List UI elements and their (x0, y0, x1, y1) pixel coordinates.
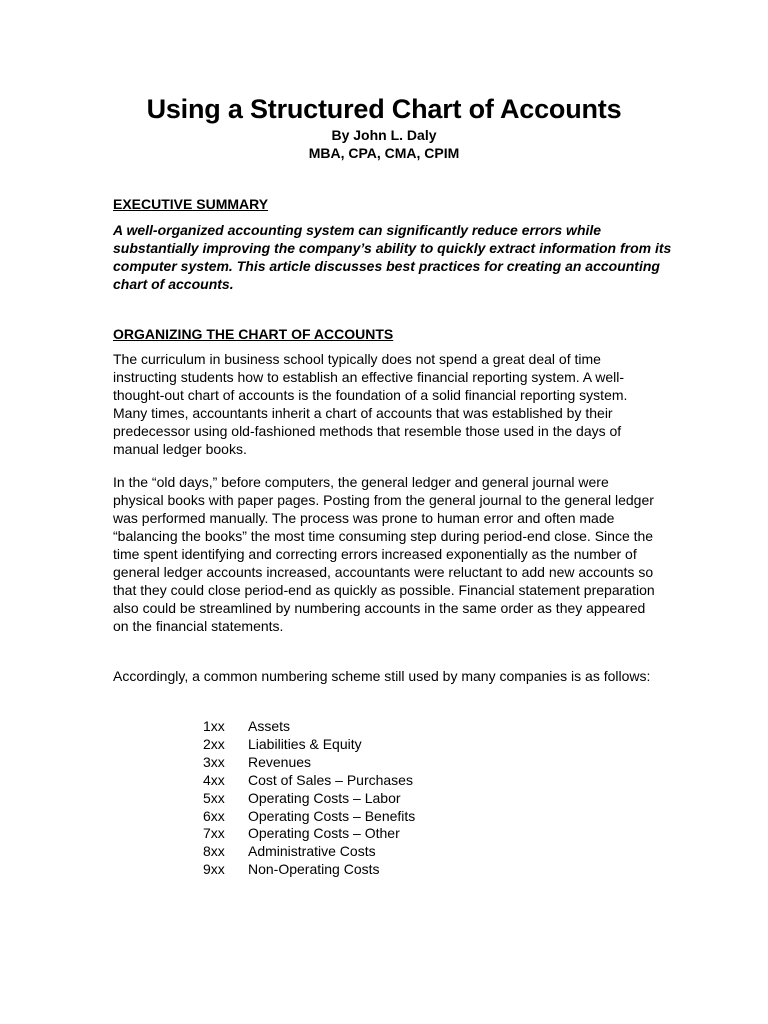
organizing-heading: ORGANIZING THE CHART OF ACCOUNTS (113, 326, 394, 342)
account-code: 7xx (203, 825, 225, 842)
author-line: By John L. Daly (331, 127, 437, 143)
account-code: 3xx (203, 753, 225, 770)
account-row (203, 736, 415, 754)
executive-summary-text: A well-organized accounting system can significantly reduce errors while substantially improving the company’s ability to quickly extract information from its computer system. This article discusses best practices for creating an accounting chart of accounts. (113, 222, 672, 292)
account-code: 1xx (203, 718, 225, 734)
account-label: Operating Costs – Labor (248, 789, 401, 806)
account-row (203, 754, 415, 772)
account-label: Revenues (248, 753, 312, 770)
account-label: Operating Costs – Benefits (248, 807, 416, 824)
document-title: Using a Structured Chart of Accounts (146, 94, 622, 124)
account-label: Non-Operating Costs (248, 861, 380, 878)
executive-summary-heading: EXECUTIVE SUMMARY (113, 196, 269, 212)
body-paragraph: The curriculum in business school typically does not spend a great deal of time instructing students how to establish an effective financial reporting system. A well-thought-out chart of accounts is the foundation of a solid financial reporting system. Many times, accountants inherit a chart of accounts that was established by their predecessor using old-fashioned methods that resemble those used in the days of manual ledger books. (113, 351, 628, 457)
account-row (203, 843, 415, 861)
account-code: 8xx (203, 843, 225, 860)
account-code: 4xx (203, 771, 225, 788)
account-label: Operating Costs – Other (248, 825, 400, 842)
author-credentials: MBA, CPA, CMA, CPIM (308, 145, 460, 161)
account-label: Liabilities & Equity (248, 735, 362, 752)
account-row (203, 861, 415, 879)
account-code: 6xx (203, 807, 225, 824)
account-row (203, 790, 415, 808)
body-paragraph: Accordingly, a common numbering scheme still used by many companies is as follows: (113, 668, 651, 684)
account-code: 9xx (203, 861, 225, 878)
account-label: Administrative Costs (248, 843, 376, 860)
account-code: 5xx (203, 789, 225, 806)
account-row (203, 718, 415, 736)
account-row (203, 825, 415, 843)
account-numbering-list (203, 718, 415, 879)
account-row (203, 772, 415, 790)
body-paragraph: In the “old days,” before computers, the general ledger and general journal were physical books with paper pages. Posting from the general journal to the general ledger was performed manually. The process was prone to human error and often made “balancing the books” the most time consuming step during period-end close. Since the time spent identifying and correcting errors increased exponentially as the number of general ledger accounts increased, accountants were reluctant to add new accounts so that they could close period-end as quickly as possible. Financial statement preparation also could be streamlined by numbering accounts in the same order as they appeared on the financial statements. (113, 474, 655, 634)
account-label: Cost of Sales – Purchases (248, 771, 413, 788)
account-label: Assets (248, 718, 291, 734)
account-code: 2xx (203, 735, 225, 752)
account-row (203, 808, 415, 826)
